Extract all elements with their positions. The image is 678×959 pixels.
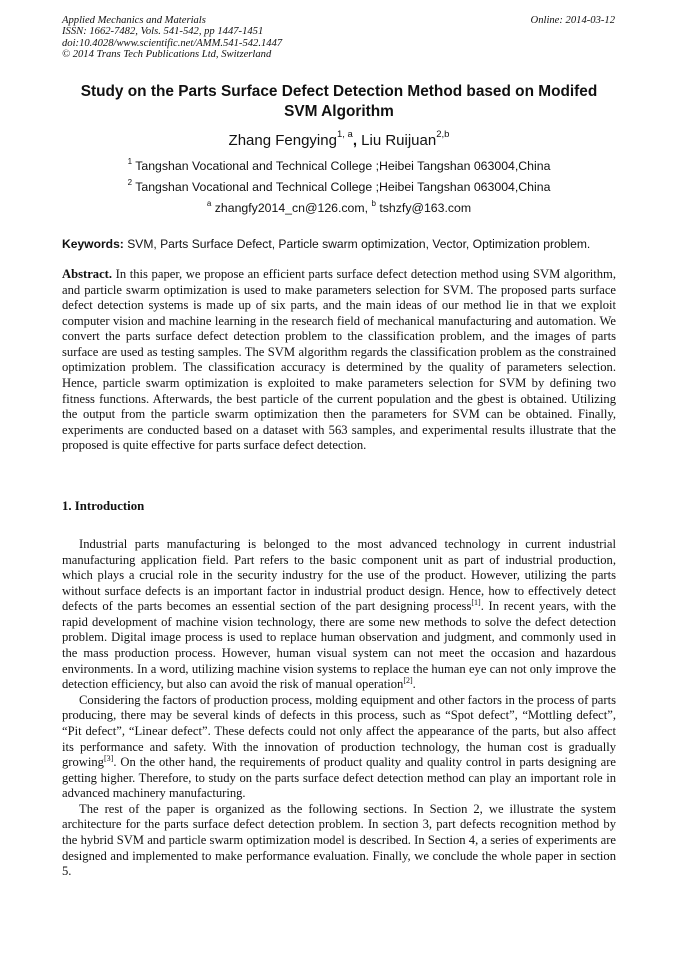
affiliation-2-text: Tangshan Vocational and Technical College ;Heibei Tangshan 063004,China — [132, 180, 551, 194]
keywords-text: SVM, Parts Surface Defect, Particle swarm optimization, Vector, Optimization problem. — [123, 237, 591, 251]
journal-doi: doi:10.4028/www.scientific.net/AMM.541-542.1447 — [62, 37, 283, 49]
affiliation-2-mark: 2 — [127, 178, 133, 187]
keywords — [62, 236, 616, 252]
email-a-mark: a — [206, 199, 212, 208]
author-2-affiliation-mark: 2,b — [436, 129, 450, 140]
email-a: zhangfy2014_cn@126.com, — [211, 201, 372, 215]
journal-copyright: © 2014 Trans Tech Publications Ltd, Switzerland — [62, 49, 272, 61]
abstract-text: In this paper, we propose an efficient parts surface defect detection method using SVM algorithm, and particle swarm optimization is used to make parameters selection for SVM. The proposed parts surface defect detection systems is made up of six parts, and the main ideas of our method lie in that we exploit computer vision and machine learning in the research field of mechanical manufacturing and automation. We convert the parts surface defect detection problem to the classification problem, and the images of parts surface are used as testing samples. The SVM algorithm regards the classification problem as the constrained optimization problem. The classification accuracy is determined by the quality of parameters selection. Hence, particle swarm optimization is exploited to make parameters selection for SVM by defining two fitness functions. Afterwards, the best particle of the current population and the gbest is obtained. Utilizing the output from the particle swarm optimization then the parameters for SVM can be obtained. Finally, experiments are conducted based on a dataset with 563 samples, and experimental results illustrate that the proposed is quite effective for parts surface defect detection. — [62, 267, 616, 453]
affiliation-1-text: Tangshan Vocational and Technical College ;Heibei Tangshan 063004,China — [132, 159, 551, 173]
author-line — [62, 131, 616, 151]
email-b: tshzfy@163.com — [375, 201, 472, 215]
introduction-body — [62, 537, 616, 880]
intro-p2-text-b: . On the other hand, the requirements of product quality and quality control in parts designing are getting higher. Therefore, to study on the parts surface defect detection method can play an important role in advanced machinery manufacturing. — [62, 755, 616, 801]
intro-paragraph-2 — [62, 693, 616, 802]
journal-header — [62, 15, 282, 61]
intro-p1-text-b: . In recent years, with the rapid development of machine vision technology, there are some new methods to solve the defect detection problem. Digital image process is used to replace human observation and judgment, and commonly used in the mass production process. However, human visual system can not meet the occasion and hazardous environments. In a word, utilizing machine vision systems to replace the human eye can not only improve the detection efficiency, but also can avoid the risk of manual operation — [62, 599, 616, 692]
journal-name: Applied Mechanics and Materials — [62, 15, 206, 26]
abstract — [62, 267, 616, 454]
online-date: Online: 2014-03-12 — [530, 15, 615, 26]
intro-p1-text-a: Industrial parts manufacturing is belonged to the most advanced technology in current industrial manufacturing application field. Part refers to the basic component unit as part of industrial production, which plays a crucial role in the security industry for the use of the product. However, utilizing the parts without surface defects is an important factor in industrial product design. Hence, how to effectively detect defects of the parts becomes an essential section of the part designing process — [62, 537, 616, 614]
intro-p1-text-c: . — [412, 677, 416, 692]
author-1-name: Zhang Fengying — [228, 132, 337, 149]
author-2-name: Liu Ruijuan — [361, 132, 437, 149]
section-heading-introduction: 1. Introduction — [62, 499, 145, 513]
citation-2: [2] — [403, 676, 413, 686]
affiliation-1 — [62, 158, 616, 174]
abstract-label: Abstract. — [62, 267, 113, 281]
journal-issn: ISSN: 1662-7482, Vols. 541-542, pp 1447-1451 — [62, 26, 264, 38]
citation-3: [3] — [103, 754, 114, 764]
author-emails — [62, 200, 616, 216]
email-b-mark: b — [371, 199, 376, 208]
intro-paragraph-1 — [62, 537, 616, 693]
abstract-paragraph — [62, 267, 616, 454]
author-separator: , — [352, 132, 362, 149]
citation-1: [1] — [471, 598, 481, 608]
author-1-affiliation-mark: 1, a — [336, 129, 353, 140]
intro-p2-text-a: Considering the factors of production process, molding equipment and other factors in the process of parts producing, there may be several kinds of defects in this process, such as “Spot defect”, “Mottling defect”, “Pit defect”, “Linear defect”. These defects could not only affect the appearance of the parts, but also affect its performance and safety. With the innovation of production technology, the human cost is gradually growing — [62, 692, 616, 770]
affiliation-1-mark: 1 — [127, 157, 133, 166]
keywords-label: Keywords: — [62, 237, 124, 251]
affiliation-2 — [62, 179, 616, 195]
paper-title: Study on the Parts Surface Defect Detection Method based on Modifed SVM Algorithm — [80, 83, 598, 120]
intro-paragraph-3: The rest of the paper is organized as the following sections. In Section 2, we illustrate the system architecture for the parts surface defect detection problem. In section 3, part defects recognition method by the hybrid SVM and particle swarm optimization model is described. In Section 4, a series of experiments are designed and implemented to make performance evaluation. Finally, we conclude the whole paper in section 5. — [62, 801, 616, 879]
